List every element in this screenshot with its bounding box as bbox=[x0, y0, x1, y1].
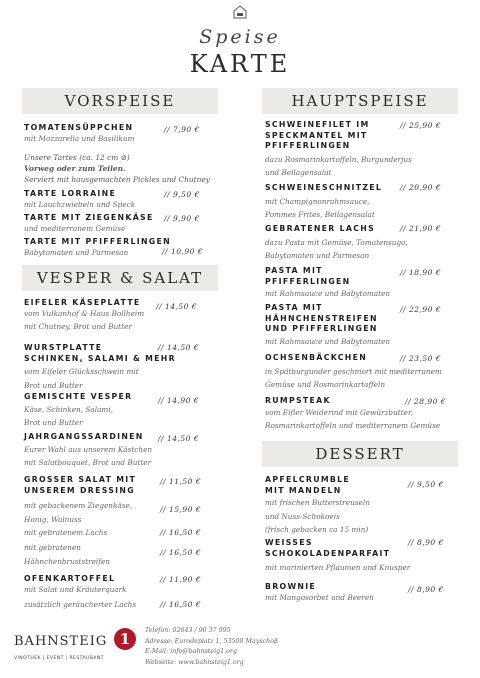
menu-item: RUMPSTEAK vom Eifler Weiderind mit Gewürzbutter, Rosmarinkartoffeln und mediterranem Gemüse bbox=[265, 396, 441, 430]
price: // 8,90 € bbox=[408, 585, 444, 594]
title-script: Speise bbox=[199, 26, 281, 48]
price: // 10,90 € bbox=[162, 247, 204, 256]
menu-item: TARTE MIT PFIFFERLINGEN Babytomaten und Parmesan bbox=[24, 237, 171, 257]
contact-email[interactable]: E-Mail: info@bahnsteig1.org bbox=[145, 648, 237, 655]
contact-phone: Telefon: 02643 / 90 37 995 bbox=[145, 627, 231, 634]
price: // 16,50 € bbox=[160, 528, 202, 537]
price: // 28,90 € bbox=[405, 397, 447, 406]
price: // 22,90 € bbox=[400, 305, 442, 314]
price: // 16,50 € bbox=[160, 600, 202, 609]
bahnsteig-logo bbox=[12, 630, 137, 666]
price: // 14,50 € bbox=[158, 434, 200, 443]
page-title: KARTE bbox=[189, 50, 291, 78]
menu-item: WEISSES SCHOKOLADENPARFAIT mit marinierten Pflaumen und Knusper bbox=[265, 538, 411, 572]
price: // 8,90 € bbox=[408, 538, 444, 547]
price: // 9,50 € bbox=[164, 190, 200, 199]
tarte-note: Unsere Tartes (ca. 12 cm ⊘) Vorweg oder zum Teilen. Serviert mit hausgemachten Pickles und Chutney bbox=[24, 153, 210, 184]
menu-item: EIFELER KÄSEPLATTE vom Vulkanhof & Haus Bollheim mit Chutney, Brot und Butter bbox=[24, 298, 145, 331]
price: // 14,50 € bbox=[158, 343, 200, 352]
section-heading-hauptspeise: HAUPTSPEISE bbox=[262, 88, 458, 114]
brand-tagline: VINOTHEK | EVENT | RESTAURANT bbox=[14, 656, 104, 661]
contact-address: Adresse: Eurodeplatz 1, 53508 Mayschoß bbox=[145, 637, 279, 645]
price: // 14,90 € bbox=[158, 396, 200, 405]
price: // 7,90 € bbox=[164, 125, 200, 134]
menu-item: TARTE LORRAINE mit Lauchzwiebeln und Speck bbox=[24, 189, 136, 209]
menu-item: OCHSENBÄCKCHEN in Spätburgunder geschmort mit mediterranem Gemüse und Rosmarinkartoffeln bbox=[265, 353, 442, 389]
menu-item: TARTE MIT ZIEGENKÄSE und mediterranem Gemüse bbox=[24, 213, 154, 233]
brand-name: BAHNSTEIG bbox=[14, 634, 108, 649]
menu-item: PASTA MIT HÄHNCHENSTREIFEN UND PFIFFERLINGEN mit Rahmsauce und Babytomaten bbox=[265, 303, 391, 346]
menu-item-option: mit gebackenem Ziegenkäse, Honig, Walnuss bbox=[24, 501, 133, 524]
house-logo-icon bbox=[232, 4, 248, 20]
menu-item-option: mit gebratenen Hähnchenbruststreifen bbox=[24, 543, 110, 566]
section-heading-vorspeise: VORSPEISE bbox=[22, 88, 218, 114]
price: // 16,50 € bbox=[160, 548, 202, 557]
menu-item: JAHRGANGSSARDINEN Eurer Wahl aus unserem Kästchen mit Salatbouquet, Brot und Butter bbox=[24, 432, 153, 467]
menu-item: PASTA MIT PFIFFERLINGEN mit Rahmsauce und Babytomaten bbox=[265, 266, 391, 298]
menu-item: SCHWEINEFILET IM SPECKMANTEL MIT PFIFFERLINGEN dazu Rosmarinkartoffeln, Burgunderjus und Beilagensalat bbox=[265, 120, 412, 177]
menu-item: TOMATENSÜPPCHEN mit Mozzarella und Basilikum bbox=[24, 123, 135, 143]
menu-item: WURSTPLATTE SCHINKEN, SALAMI & MEHR vom Eifeler Glücksschwein mit Brot und Butter bbox=[24, 343, 176, 390]
menu-item: OFENKARTOFFEL mit Salat und Kräuterquark bbox=[24, 574, 127, 594]
menu-item-option: mit gebratenem Lachs bbox=[24, 528, 108, 537]
brand-number-badge: 1 bbox=[114, 628, 136, 650]
price: // 9,90 € bbox=[164, 214, 200, 223]
menu-item: SCHWEINESCHNITZEL mit Champignonrahmsauce, Pommes Frites, Beilagensalat bbox=[265, 183, 383, 219]
menu-item: GEMISCHTE VESPER Käse, Schinken, Salami, Brot und Butter bbox=[24, 392, 133, 427]
price: // 21,90 € bbox=[400, 224, 442, 233]
menu-item: GROSSER SALAT MIT UNSEREM DRESSING bbox=[24, 475, 137, 495]
price: // 9,50 € bbox=[408, 480, 444, 489]
price: // 25,90 € bbox=[400, 121, 442, 130]
price: // 23,50 € bbox=[400, 354, 442, 363]
contact-info bbox=[145, 626, 278, 668]
price: // 11,50 € bbox=[160, 477, 202, 486]
section-heading-vesper: VESPER & SALAT bbox=[22, 265, 218, 291]
price: // 11,90 € bbox=[160, 575, 202, 584]
price: // 14,50 € bbox=[156, 302, 198, 311]
menu-item: GEBRATENER LACHS dazu Pasta mit Gemüse, Tomatensugo, Babytomaten und Parmesan bbox=[265, 224, 408, 260]
menu-item-option: zusätzlich geräucherter Lachs bbox=[24, 600, 137, 609]
price: // 20,90 € bbox=[400, 183, 442, 192]
menu-item: BROWNIE mit Mangosorbet und Beeren bbox=[265, 582, 374, 602]
contact-website[interactable]: Webseite: www.bahnsteig1.org bbox=[145, 658, 244, 666]
menu-item: APFELCRUMBLE MIT MANDELN mit frischen Butterstreuseln und Nuss-Schokoeis (frisch gebacken ca 15 min) bbox=[265, 475, 370, 534]
section-heading-dessert: DESSERT bbox=[262, 441, 458, 467]
price: // 18,90 € bbox=[400, 268, 442, 277]
price: // 15,90 € bbox=[160, 505, 202, 514]
